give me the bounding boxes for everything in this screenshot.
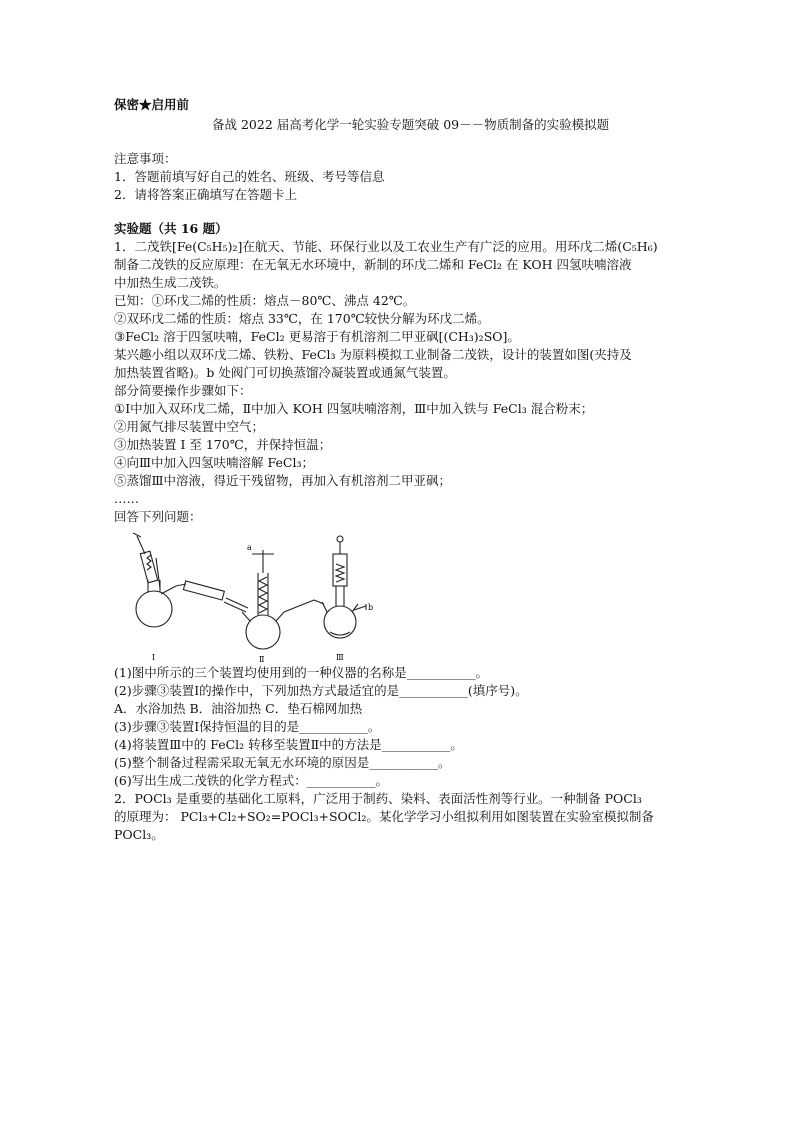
q1-line-7: 某兴趣小组以双环戊二烯、铁粉、FeCl₃ 为原料模拟工业制备二茂铁，设计的装置如图(夹持及 <box>114 347 632 362</box>
q1-line-2: 制备二茂铁的反应原理：在无氧无水环境中，新制的环戊二烯和 FeCl₂ 在 KOH 四氢呋喃溶液 <box>114 257 632 272</box>
q1-sub-6: (6)写出生成二茂铁的化学方程式：___________。 <box>114 773 388 788</box>
q1-line-5: ②双环戊二烯的性质：熔点 33℃，在 170℃较快分解为环戊二烯。 <box>114 311 490 326</box>
label-ii: Ⅱ <box>259 655 265 664</box>
section-heading: 实验题（共 16 题） <box>114 221 228 236</box>
q2-line-2: 的原理为： PCl₃+Cl₂+SO₂=POCl₃+SOCl₂。某化学学习小组拟利用如图装置在实验室模拟制备 <box>114 809 654 824</box>
q1-sub-3: (3)步骤③装置Ⅰ保持恒温的目的是___________。 <box>114 719 381 734</box>
q1-line-11: ②用氮气排尽装置中空气； <box>114 419 265 434</box>
q1-line-14: ⑤蒸馏Ⅲ中溶液，得近干残留物，再加入有机溶剂二甲亚砜； <box>114 473 452 488</box>
notice-item-1: 1．答题前填写好自己的姓名、班级、考号等信息 <box>114 169 385 184</box>
q1-sub-1: (1)图中所示的三个装置均使用到的一种仪器的名称是___________。 <box>114 665 488 680</box>
q1-line-15: …… <box>114 491 139 506</box>
label-b: b <box>368 603 374 612</box>
q1-line-4: 已知：①环戊二烯的性质：熔点－80℃、沸点 42℃。 <box>114 293 416 308</box>
notice-item-2: 2．请将答案正确填写在答题卡上 <box>114 187 297 202</box>
q1-sub-5: (5)整个制备过程需采取无氧无水环境的原因是___________。 <box>114 755 451 770</box>
label-i: Ⅰ <box>152 653 156 662</box>
q1-line-8: 加热装置省略)。b 处阀门可切换蒸馏冷凝装置或通氮气装置。 <box>114 365 456 380</box>
secret-label: 保密★启用前 <box>114 97 190 112</box>
q1-sub-4: (4)将装置Ⅲ中的 FeCl₂ 转移至装置Ⅱ中的方法是___________。 <box>114 737 463 752</box>
q1-line-1: 1．二茂铁[Fe(C₅H₅)₂]在航天、节能、环保行业以及工农业生产有广泛的应用。用环戊二烯(C₅H₆) <box>114 239 658 254</box>
q1-line-3: 中加热生成二茂铁。 <box>114 275 227 290</box>
q1-line-9: 部分简要操作步骤如下： <box>114 383 252 398</box>
page-title: 备战 2022 届高考化学一轮实验专题突破 09－－物质制备的实验模拟题 <box>212 117 610 132</box>
q2-line-3: POCl₃。 <box>114 827 164 842</box>
q1-options: A．水浴加热 B．油浴加热 C．垫石棉网加热 <box>114 701 363 716</box>
q2-line-1: 2．POCl₃ 是重要的基础化工原料，广泛用于制药、染料、表面活性剂等行业。一种制备 POCl₃ <box>114 791 642 806</box>
q1-line-10: ①Ⅰ中加入双环戊二烯，Ⅱ中加入 KOH 四氢呋喃溶剂，Ⅲ中加入铁与 FeCl₃ 混合粉末； <box>114 401 594 416</box>
q1-line-12: ③加热装置 I 至 170℃，并保持恒温； <box>114 437 332 452</box>
q1-line-13: ④向Ⅲ中加入四氢呋喃溶解 FeCl₃； <box>114 455 314 470</box>
label-iii: Ⅲ <box>336 653 344 662</box>
apparatus-diagram <box>114 528 384 664</box>
q1-line-16: 回答下列问题： <box>114 509 202 524</box>
notice-heading: 注意事项： <box>114 151 177 166</box>
q1-line-6: ③FeCl₂ 溶于四氢呋喃，FeCl₂ 更易溶于有机溶剂二甲亚砜[(CH₃)₂SO]。 <box>114 329 520 344</box>
q1-sub-2: (2)步骤③装置Ⅰ的操作中，下列加热方式最适宜的是___________(填序号)。 <box>114 683 528 698</box>
label-a: a <box>247 543 252 552</box>
